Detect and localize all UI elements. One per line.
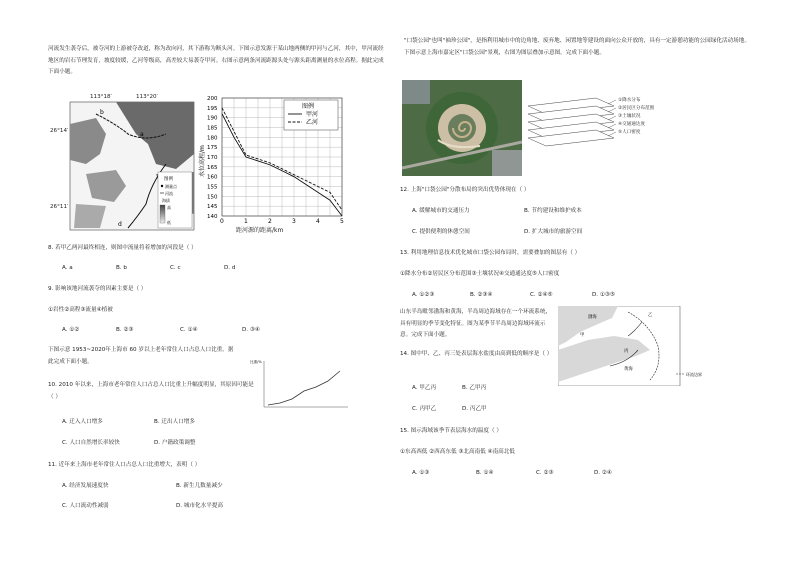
q12-option-d[interactable]: D. 扩大城市的旅游空间 bbox=[524, 229, 583, 235]
q13-option-a[interactable]: A. ①②③ bbox=[412, 292, 435, 298]
lon-label-1: 113°18′ bbox=[90, 94, 112, 100]
sea-legend: 环流边界 bbox=[686, 372, 702, 377]
q8-stem: 8. 若甲乙两河最终相连，则图中流量将着增加的河段是（ ） bbox=[48, 245, 197, 251]
sea-label-yi: 乙 bbox=[648, 313, 653, 318]
map-legend-title: 图例 bbox=[164, 177, 173, 182]
legend-entry-1: 乙河 bbox=[306, 119, 319, 126]
q12-stem: 12. 上海"口袋公园"分散布局的突出优势体现在（ ） bbox=[400, 187, 530, 193]
q13-option-d[interactable]: D. ①③⑤ bbox=[592, 292, 615, 298]
q10-option-b[interactable]: B. 迁出人口增多 bbox=[154, 419, 195, 425]
q12-option-c[interactable]: C. 提供便利的休憩空间 bbox=[412, 229, 470, 235]
sea-label-jia: 甲 bbox=[580, 333, 585, 338]
sea-label-bing: 丙 bbox=[624, 349, 629, 354]
q12-option-a[interactable]: A. 缓解城市的交通压力 bbox=[412, 208, 470, 214]
y-axis-label: 水位高程/m bbox=[199, 145, 206, 177]
q13-option-b[interactable]: B. ②③④ bbox=[470, 292, 493, 298]
q8-option-b[interactable]: B. b bbox=[116, 265, 127, 271]
legend-low: 低 bbox=[167, 220, 171, 225]
q14-option-c[interactable]: C. 丙甲乙 bbox=[412, 406, 437, 412]
legend-entry-0: 甲河 bbox=[306, 111, 319, 118]
point-label-b: b bbox=[100, 109, 104, 116]
legend-point: 测量点 bbox=[165, 184, 177, 189]
q14-stem: 14. 图中甲、乙、丙三处表层海水盐度由高到低的顺序是（ ） bbox=[400, 351, 553, 357]
q10-option-d[interactable]: D. 户籍政策调整 bbox=[154, 440, 196, 446]
q15-option-c[interactable]: C. ②③ bbox=[536, 470, 554, 476]
q15-option-d[interactable]: D. ②④ bbox=[594, 470, 612, 476]
point-label-a: a bbox=[140, 131, 144, 138]
q15-option-b[interactable]: B. ①④ bbox=[476, 470, 494, 476]
layer-label-1: ①降水分布 bbox=[618, 98, 641, 103]
pop-intro: 下图示意 1953~2020年上海市 60 岁以上老年常住人口占总人口比重。据此完成下面小题。 bbox=[48, 347, 234, 365]
legend-title: 图例 bbox=[302, 103, 315, 110]
right-intro: "口袋公园"也叫"袖珍公园"，是指利用城市中的边角地、废弃地、闲置地等建设的面向公众开放的，具有一定游憩功能的公园绿化活动场地。下图示意上海市嘉定区"口袋公园"景观，右图为图层叠加示意图。完成下面小题。 bbox=[404, 38, 750, 56]
q15-option-a[interactable]: A. ①③ bbox=[412, 470, 430, 476]
lat-label-2: 26°11′ bbox=[50, 204, 69, 210]
layer-label-2: ②居民区分布范围 bbox=[618, 106, 655, 111]
y-tick-label: 200 bbox=[207, 96, 218, 102]
river-map bbox=[56, 94, 196, 232]
y-tick-label: 195 bbox=[207, 105, 218, 112]
lat-label-1: 26°14′ bbox=[50, 128, 69, 134]
q11-option-b[interactable]: B. 新生儿数量减少 bbox=[176, 483, 223, 489]
q13-items: ①降水分布②居民区分布范围③土壤状况④交通通达度⑤人口密度 bbox=[400, 271, 560, 277]
q10-option-c[interactable]: C. 人口自然增长率较快 bbox=[62, 440, 120, 446]
y-tick-label: 145 bbox=[207, 204, 218, 211]
point-label-d: d bbox=[118, 221, 122, 228]
layer-label-5: ⑤人口密度 bbox=[618, 130, 641, 135]
x-tick-label: 3 bbox=[292, 218, 296, 225]
q10-option-a[interactable]: A. 迁入人口增多 bbox=[62, 419, 103, 425]
y-tick-label: 140 bbox=[207, 214, 218, 220]
x-tick-label: 0 bbox=[220, 218, 224, 225]
y-tick-label: 165 bbox=[207, 164, 218, 171]
sea-label-huanghai: 黄海 bbox=[624, 367, 633, 372]
layer-label-4: ④交通通达度 bbox=[618, 122, 646, 127]
population-chart bbox=[248, 357, 352, 417]
x-tick-label: 1 bbox=[244, 218, 248, 225]
q11-stem: 11. 近年来上海市老年常住人口占总人口比重增大，表明（ ） bbox=[48, 462, 201, 468]
y-tick-label: 155 bbox=[207, 184, 218, 191]
y-tick-label: 175 bbox=[207, 145, 218, 152]
intro-passage: 河流发生袭夺后，被夺河的上游被夺改道，称为改向河，其下游称为断头河。下图示意发源于某山地两侧的甲河与乙河，其中，甲河流经地区的岩石节理发育，坡度较缓，乙河等级高，高差较大易袭夺甲河。右图示意两条河流距源头处与源头距离测量的水位高程。据此完成下面小题。 bbox=[48, 46, 384, 75]
sea-current-map bbox=[558, 306, 708, 386]
q14-option-b[interactable]: B. 乙甲丙 bbox=[462, 385, 487, 391]
q13-stem: 13. 利用地理信息技术优化城市口袋公园布局时，需要叠加的图层有（ ） bbox=[400, 250, 581, 256]
elev-xlabel: 距河源的距离/km bbox=[236, 227, 284, 234]
y-tick-label: 180 bbox=[207, 135, 218, 142]
pocket-park-photo bbox=[402, 80, 522, 176]
legend-river: 河流 bbox=[165, 191, 173, 196]
q15-stem: 15. 图示海域该季节表层海水的温度（ ） bbox=[400, 428, 502, 434]
q9-option-c[interactable]: C. ①④ bbox=[180, 327, 198, 333]
q8-option-d[interactable]: D. d bbox=[224, 265, 236, 271]
q8-option-c[interactable]: C. c bbox=[170, 265, 181, 271]
x-tick-label: 4 bbox=[316, 218, 320, 225]
legend-elev-title: 海拔 bbox=[162, 198, 170, 203]
q9-option-b[interactable]: B. ②③ bbox=[116, 327, 134, 333]
q11-option-c[interactable]: C. 人口流动性减弱 bbox=[62, 503, 109, 509]
y-tick-label: 160 bbox=[207, 174, 218, 181]
y-tick-label: 170 bbox=[207, 155, 218, 161]
q11-option-d[interactable]: D. 城市化水平提高 bbox=[176, 503, 224, 509]
q11-option-a[interactable]: A. 经济发展速度快 bbox=[62, 483, 109, 489]
q14-option-d[interactable]: D. 丙乙甲 bbox=[462, 406, 487, 412]
q13-option-c[interactable]: C. ②④⑤ bbox=[530, 292, 553, 298]
q8-option-a[interactable]: A. a bbox=[62, 265, 73, 271]
elevation-chart bbox=[198, 92, 350, 232]
q9-option-d[interactable]: D. ③④ bbox=[242, 327, 260, 333]
y-tick-label: 185 bbox=[207, 125, 218, 132]
sea-intro: 山东半岛毗邻渤海和黄海，半岛周边海域存在一个环流系统，具有明显的季节变化特征。图为某季节半岛周边海域环流示意。完成下面小题。 bbox=[400, 309, 552, 338]
q10-stem: 10. 2010 年以来，上海市老年常住人口占总人口比重上升幅度明显，其原因可能是（ ） bbox=[48, 382, 254, 400]
q15-items: ①东高西低 ②西高东低 ③北高南低 ④南高北低 bbox=[400, 449, 515, 455]
q9-option-a[interactable]: A. ①② bbox=[62, 327, 80, 333]
y-tick-label: 150 bbox=[207, 194, 218, 201]
q9-stem: 9. 影响该地河流袭夺的因素主要是（ ） bbox=[48, 286, 147, 292]
q14-option-a[interactable]: A. 甲乙丙 bbox=[412, 385, 437, 391]
y-tick-label: 190 bbox=[207, 115, 218, 122]
x-tick-label: 5 bbox=[340, 218, 344, 225]
lon-label-2: 113°20′ bbox=[136, 94, 158, 100]
x-tick-label: 2 bbox=[268, 218, 272, 225]
legend-high: 高 bbox=[167, 205, 171, 210]
q9-items: ①岩性②高程③流量④植被 bbox=[48, 307, 113, 313]
pop-ylabel: 比重/% bbox=[250, 360, 262, 364]
q12-option-b[interactable]: B. 节约建设和维护成本 bbox=[524, 208, 582, 214]
layer-label-3: ③土壤状况 bbox=[618, 114, 641, 119]
sea-label-bohai: 渤海 bbox=[588, 315, 597, 320]
